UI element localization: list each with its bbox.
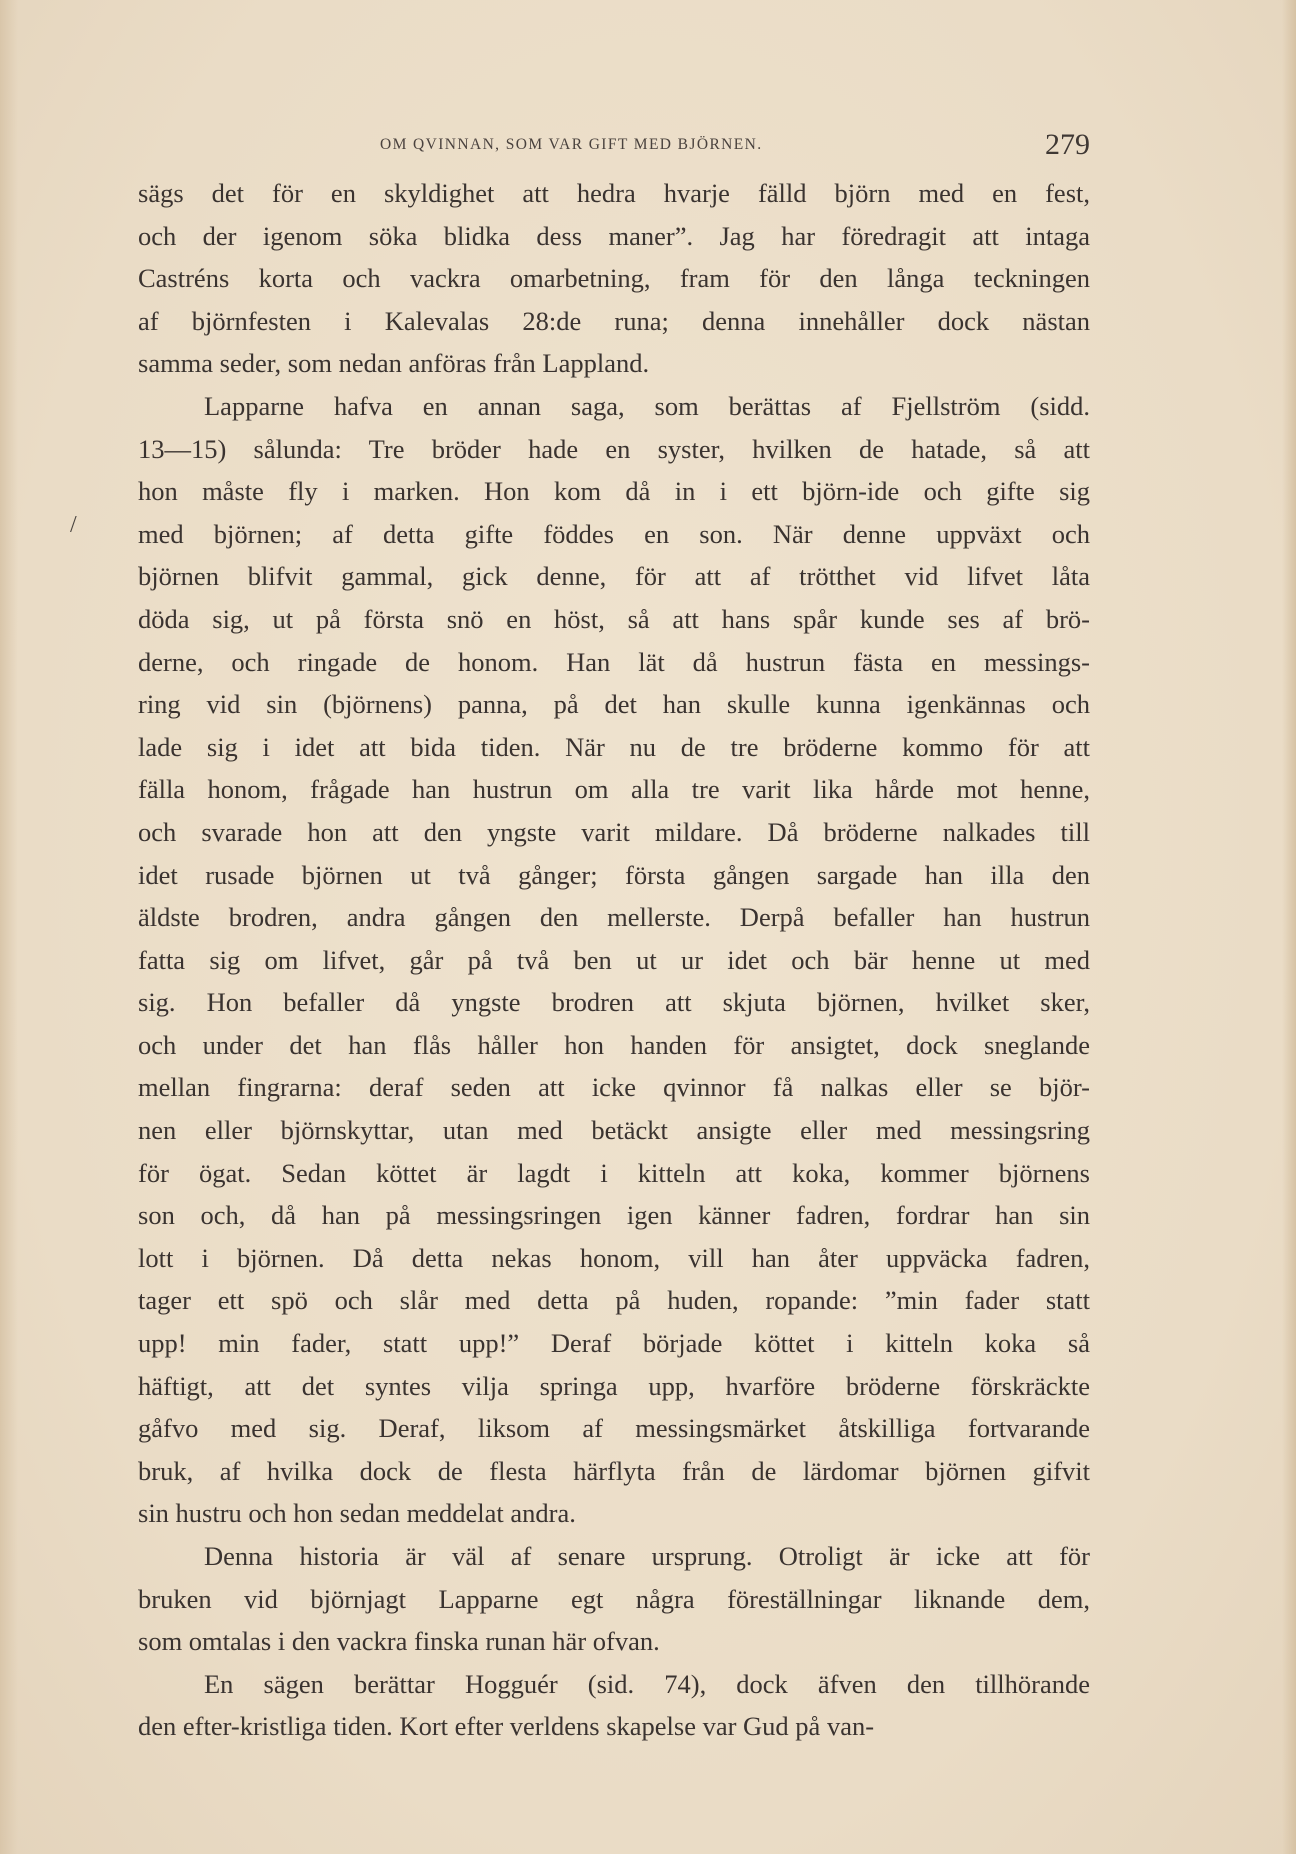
page-left-shadow: [0, 0, 18, 1854]
paragraph: [138, 385, 1090, 1535]
text-line: som omtalas i den vackra finska runan här ofvan.: [138, 1626, 660, 1657]
text-line: samma seder, som nedan anföras från Lappland.: [138, 348, 650, 379]
text-line: med björnen; af detta gifte föddes en son. När denne uppväxt och: [138, 518, 1090, 549]
paragraph: [138, 172, 1090, 385]
text-line: döda sig, ut på första snö en höst, så att hans spår kunde ses af brö-: [138, 603, 1090, 634]
text-line: En sägen berättar Hogguér (sid. 74), dock äfven den tillhörande: [204, 1668, 1090, 1699]
text-line: och der igenom söka blidka dess maner”. Jag har föredragit att intaga: [138, 220, 1090, 251]
page-number: 279: [1045, 128, 1090, 161]
text-line: mellan fingrarna: deraf seden att icke qvinnor få nalkas eller se björ-: [138, 1072, 1090, 1103]
text-line: upp! min fader, statt upp!” Deraf började köttet i kitteln koka så: [138, 1328, 1090, 1359]
text-line: häftigt, att det syntes vilja springa upp, hvarföre bröderne förskräckte: [138, 1370, 1090, 1401]
body-text: [138, 172, 1090, 1748]
text-line: björnen blifvit gammal, gick denne, för att af trötthet vid lifvet låta: [138, 561, 1090, 592]
text-line: för ögat. Sedan köttet är lagdt i kitteln att koka, kommer björnens: [138, 1157, 1090, 1188]
text-line: sin hustru och hon sedan meddelat andra.: [138, 1498, 576, 1529]
text-line: tager ett spö och slår med detta på huden, ropande: ”min fader statt: [138, 1285, 1090, 1316]
text-line: Lapparne hafva en annan saga, som berättas af Fjellström (sidd.: [204, 390, 1090, 421]
text-line: hon måste fly i marken. Hon kom då in i ett björn-ide och gifte sig: [138, 476, 1090, 507]
text-line: fälla honom, frågade han hustrun om alla tre varit lika hårde mot henne,: [138, 774, 1090, 805]
paragraph: [138, 1663, 1090, 1748]
page-right-shadow: [1282, 0, 1296, 1854]
text-line: Denna historia är väl af senare ursprung. Otroligt är icke att för: [204, 1541, 1090, 1571]
text-line: och under det han flås håller hon handen för ansigtet, dock sneglande: [138, 1029, 1090, 1060]
text-line: sägs det för en skyldighet att hedra hvarje fälld björn med en fest,: [138, 178, 1090, 208]
text-line: och svarade hon att den yngste varit mildare. Då bröderne nalkades till: [138, 816, 1090, 847]
text-line: fatta sig om lifvet, går på två ben ut ur idet och bär henne ut med: [138, 944, 1090, 975]
text-line: bruk, af hvilka dock de flesta härflyta från de lärdomar björnen gifvit: [138, 1455, 1090, 1486]
page-header: [130, 128, 1090, 168]
text-line: den efter-kristliga tiden. Kort efter verldens skapelse var Gud på van-: [138, 1711, 875, 1742]
text-line: 13—15) sålunda: Tre bröder hade en syster, hvilken de hatade, så att: [138, 433, 1090, 464]
margin-pencil-mark: /: [70, 512, 77, 538]
text-line: lott i björnen. Då detta nekas honom, vill han åter uppväcka fadren,: [138, 1242, 1090, 1273]
text-line: gåfvo med sig. Deraf, liksom af messingsmärket åtskilliga fortvarande: [138, 1413, 1090, 1444]
text-line: lade sig i idet att bida tiden. När nu de tre bröderne kommo för att: [138, 731, 1090, 762]
text-line: ring vid sin (björnens) panna, på det han skulle kunna igenkännas och: [138, 689, 1090, 720]
text-line: nen eller björnskyttar, utan med betäckt ansigte eller med messingsring: [138, 1115, 1090, 1146]
text-line: son och, då han på messingsringen igen känner fadren, fordrar han sin: [138, 1200, 1090, 1231]
paragraph: [138, 1535, 1090, 1663]
running-title: OM QVINNAN, SOM VAR GIFT MED BJÖRNEN.: [380, 136, 763, 153]
text-line: af björnfesten i Kalevalas 28:de runa; denna innehåller dock nästan: [138, 305, 1090, 336]
text-line: idet rusade björnen ut två gånger; första gången sargade han illa den: [138, 859, 1090, 890]
text-line: Castréns korta och vackra omarbetning, fram för den långa teckningen: [138, 263, 1090, 294]
text-line: derne, och ringade de honom. Han lät då hustrun fästa en messings-: [138, 646, 1090, 677]
text-line: äldste brodren, andra gången den mellerste. Derpå befaller han hustrun: [138, 902, 1090, 933]
text-line: sig. Hon befaller då yngste brodren att skjuta björnen, hvilket sker,: [138, 987, 1090, 1018]
text-line: bruken vid björnjagt Lapparne egt några föreställningar liknande dem,: [138, 1583, 1090, 1614]
